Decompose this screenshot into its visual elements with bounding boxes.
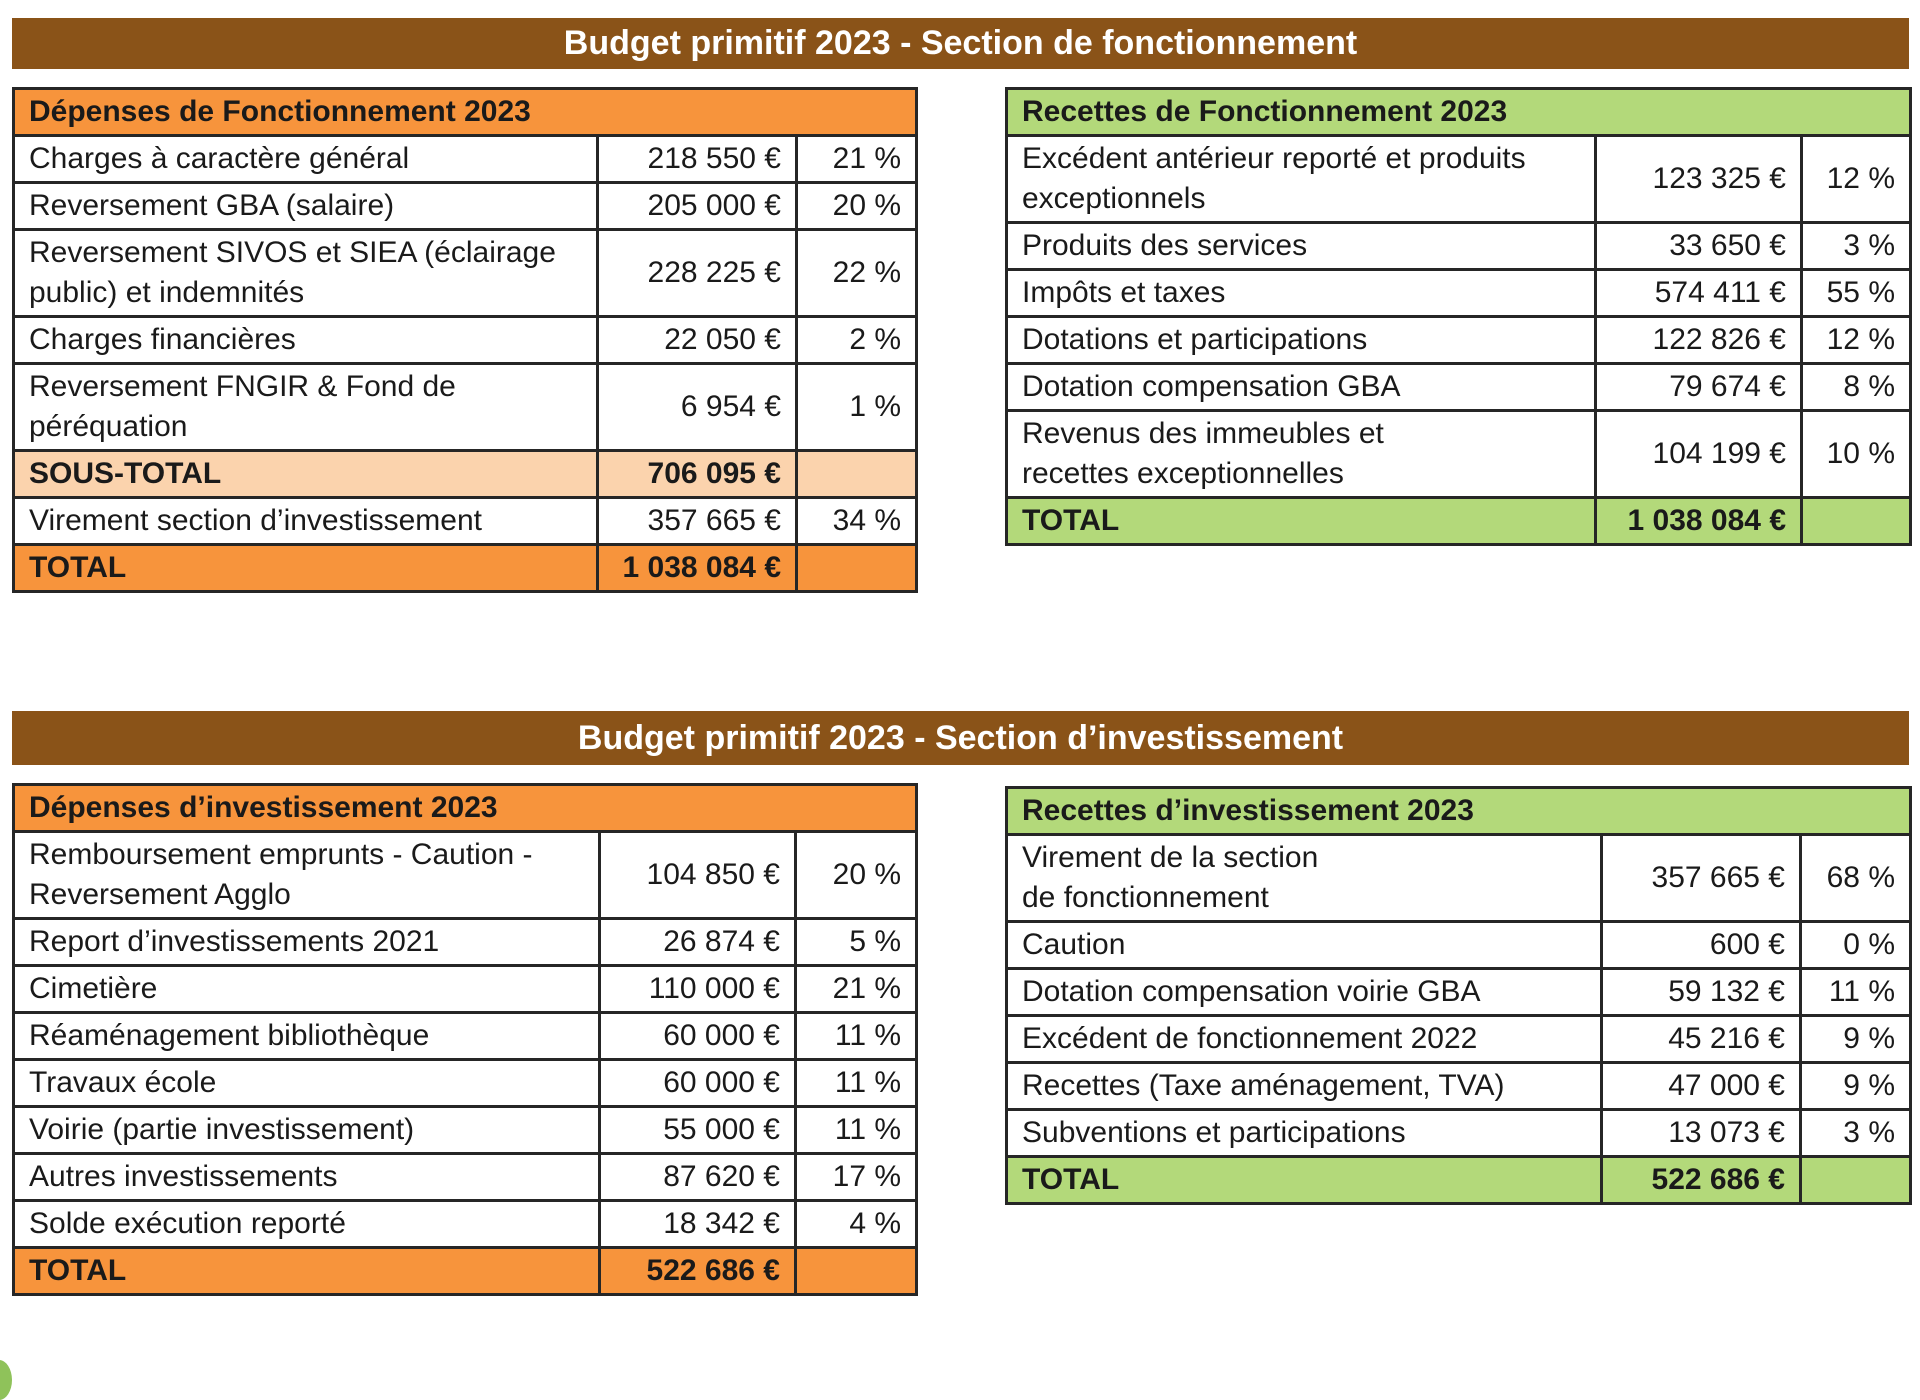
total-row (14, 1248, 917, 1295)
row-percent: 8 % (1802, 364, 1911, 411)
table-row (14, 832, 917, 919)
total-amount: 522 686 € (600, 1248, 796, 1295)
row-percent: 11 % (796, 1060, 917, 1107)
row-amount: 60 000 € (600, 1013, 796, 1060)
row-label: Travaux école (14, 1060, 600, 1107)
row-amount: 600 € (1602, 922, 1801, 969)
table-row (14, 230, 917, 317)
table-row (1007, 223, 1911, 270)
table-row (1007, 969, 1911, 1016)
table-recettes-fonctionnement (1005, 87, 1912, 546)
table-row (1007, 1016, 1911, 1063)
total-amount: 1 038 084 € (1596, 498, 1802, 545)
row-amount: 59 132 € (1602, 969, 1801, 1016)
row-amount: 26 874 € (600, 919, 796, 966)
total-percent-empty (1802, 498, 1911, 545)
row-amount: 228 225 € (598, 230, 797, 317)
row-percent: 3 % (1802, 223, 1911, 270)
row-percent: 1 % (797, 364, 917, 451)
row-amount: 22 050 € (598, 317, 797, 364)
row-percent: 17 % (796, 1154, 917, 1201)
total-percent-empty (797, 545, 917, 592)
row-amount: 218 550 € (598, 136, 797, 183)
table-depenses-fonctionnement (12, 87, 918, 593)
row-label: Reversement SIVOS et SIEA (éclairage public) et indemnités (14, 230, 598, 317)
row-percent: 2 % (797, 317, 917, 364)
subtotal-row (14, 451, 917, 498)
row-amount: 87 620 € (600, 1154, 796, 1201)
row-percent: 12 % (1802, 317, 1911, 364)
row-label: Excédent antérieur reporté et produits exceptionnels (1007, 136, 1596, 223)
row-label: Reversement FNGIR & Fond de péréquation (14, 364, 598, 451)
table-depenses-investissement (12, 783, 918, 1296)
row-label: Dotation compensation voirie GBA (1007, 969, 1602, 1016)
row-label: Solde exécution reporté (14, 1201, 600, 1248)
row-label: Autres investissements (14, 1154, 600, 1201)
row-amount: 79 674 € (1596, 364, 1802, 411)
total-label: TOTAL (14, 545, 598, 592)
row-percent: 0 % (1801, 922, 1911, 969)
table-row (1007, 411, 1911, 498)
table-row (14, 966, 917, 1013)
row-percent: 9 % (1801, 1016, 1911, 1063)
row-amount: 574 411 € (1596, 270, 1802, 317)
table-header (1007, 788, 1911, 835)
total-label: TOTAL (1007, 498, 1596, 545)
table-row (14, 498, 917, 545)
total-amount: 522 686 € (1602, 1157, 1801, 1204)
row-percent: 68 % (1801, 835, 1911, 922)
table-row (1007, 317, 1911, 364)
table-row (1007, 1110, 1911, 1157)
row-label: Impôts et taxes (1007, 270, 1596, 317)
row-label: Reversement GBA (salaire) (14, 183, 598, 230)
table-title: Dépenses d’investissement 2023 (14, 785, 917, 832)
row-percent: 3 % (1801, 1110, 1911, 1157)
row-label: Virement section d’investissement (14, 498, 598, 545)
row-label: Produits des services (1007, 223, 1596, 270)
table-header (14, 785, 917, 832)
total-percent-empty (1801, 1157, 1911, 1204)
total-row (1007, 1157, 1911, 1204)
row-label: Remboursement emprunts - Caution - Reversement Agglo (14, 832, 600, 919)
row-label: Revenus des immeubles et recettes exceptionnelles (1007, 411, 1596, 498)
row-amount: 47 000 € (1602, 1063, 1801, 1110)
total-row (14, 545, 917, 592)
row-percent: 22 % (797, 230, 917, 317)
row-amount: 13 073 € (1602, 1110, 1801, 1157)
total-label: TOTAL (1007, 1157, 1602, 1204)
row-amount: 6 954 € (598, 364, 797, 451)
row-label: Subventions et participations (1007, 1110, 1602, 1157)
row-percent: 11 % (796, 1013, 917, 1060)
row-percent: 21 % (797, 136, 917, 183)
row-percent: 4 % (796, 1201, 917, 1248)
table-row (1007, 136, 1911, 223)
row-label: Virement de la section de fonctionnement (1007, 835, 1602, 922)
table-row (1007, 270, 1911, 317)
table-recettes-investissement (1005, 786, 1912, 1205)
table-row (14, 1201, 917, 1248)
row-percent: 11 % (1801, 969, 1911, 1016)
table-row (14, 364, 917, 451)
row-amount: 123 325 € (1596, 136, 1802, 223)
row-percent: 20 % (797, 183, 917, 230)
row-percent: 34 % (797, 498, 917, 545)
table-row (14, 1060, 917, 1107)
row-label: Charges à caractère général (14, 136, 598, 183)
row-amount: 357 665 € (1602, 835, 1801, 922)
row-label: Charges financières (14, 317, 598, 364)
table-header (14, 89, 917, 136)
row-amount: 110 000 € (600, 966, 796, 1013)
row-label: Caution (1007, 922, 1602, 969)
row-amount: 357 665 € (598, 498, 797, 545)
table-row (14, 919, 917, 966)
row-percent: 12 % (1802, 136, 1911, 223)
table-title: Recettes d’investissement 2023 (1007, 788, 1911, 835)
total-percent-empty (796, 1248, 917, 1295)
row-amount: 18 342 € (600, 1201, 796, 1248)
table-row (14, 317, 917, 364)
row-amount: 33 650 € (1596, 223, 1802, 270)
row-label: Dotations et participations (1007, 317, 1596, 364)
table-row (14, 1013, 917, 1060)
subtotal-percent-empty (797, 451, 917, 498)
table-row (1007, 922, 1911, 969)
row-amount: 122 826 € (1596, 317, 1802, 364)
row-label: Dotation compensation GBA (1007, 364, 1596, 411)
row-percent: 55 % (1802, 270, 1911, 317)
row-amount: 60 000 € (600, 1060, 796, 1107)
banner-investissement: Budget primitif 2023 - Section d’investissement (12, 711, 1909, 765)
table-row (1007, 364, 1911, 411)
total-row (1007, 498, 1911, 545)
total-amount: 1 038 084 € (598, 545, 797, 592)
table-row (1007, 835, 1911, 922)
table-row (14, 1107, 917, 1154)
table-row (14, 136, 917, 183)
table-row (1007, 1063, 1911, 1110)
table-title: Dépenses de Fonctionnement 2023 (14, 89, 917, 136)
row-label: Voirie (partie investissement) (14, 1107, 600, 1154)
row-amount: 104 850 € (600, 832, 796, 919)
table-title: Recettes de Fonctionnement 2023 (1007, 89, 1911, 136)
row-label: Recettes (Taxe aménagement, TVA) (1007, 1063, 1602, 1110)
row-amount: 45 216 € (1602, 1016, 1801, 1063)
table-header (1007, 89, 1911, 136)
row-percent: 21 % (796, 966, 917, 1013)
row-percent: 10 % (1802, 411, 1911, 498)
row-label: Réaménagement bibliothèque (14, 1013, 600, 1060)
row-label: Excédent de fonctionnement 2022 (1007, 1016, 1602, 1063)
row-amount: 205 000 € (598, 183, 797, 230)
row-percent: 9 % (1801, 1063, 1911, 1110)
row-label: Report d’investissements 2021 (14, 919, 600, 966)
total-label: TOTAL (14, 1248, 600, 1295)
decorative-green-circle (0, 1360, 12, 1400)
subtotal-label: SOUS-TOTAL (14, 451, 598, 498)
row-amount: 55 000 € (600, 1107, 796, 1154)
banner-fonctionnement: Budget primitif 2023 - Section de fonctionnement (12, 18, 1909, 69)
row-label: Cimetière (14, 966, 600, 1013)
row-percent: 20 % (796, 832, 917, 919)
row-percent: 11 % (796, 1107, 917, 1154)
subtotal-amount: 706 095 € (598, 451, 797, 498)
row-percent: 5 % (796, 919, 917, 966)
table-row (14, 1154, 917, 1201)
table-row (14, 183, 917, 230)
row-amount: 104 199 € (1596, 411, 1802, 498)
